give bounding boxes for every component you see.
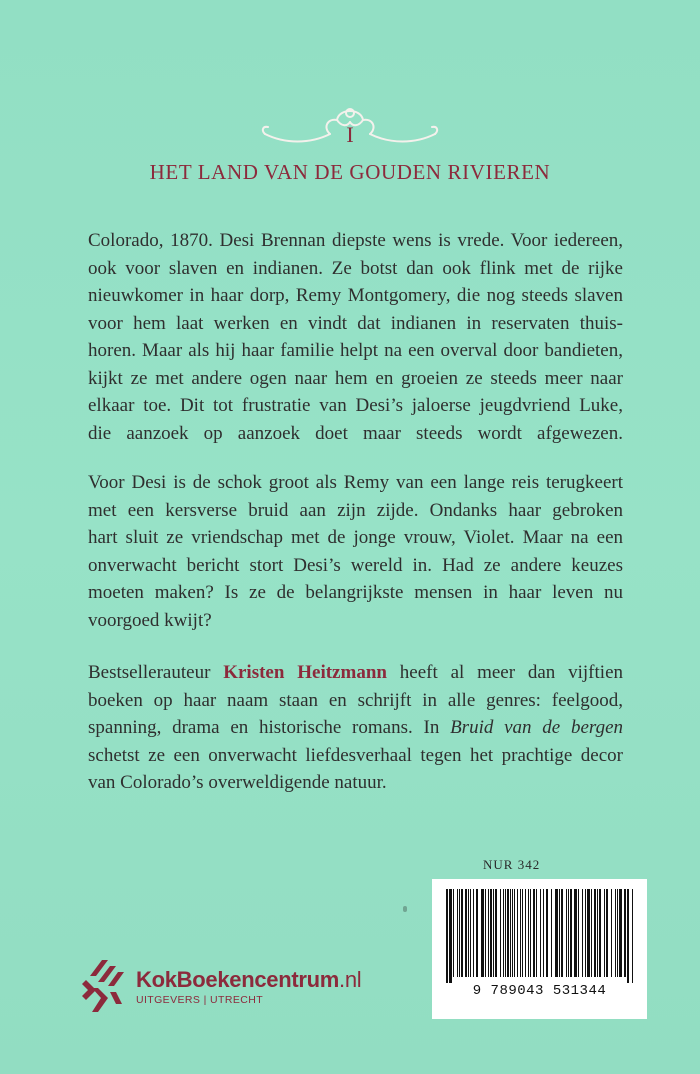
text-line: moeten maken? Is ze de belangrijkste mensen in haar leven nu bbox=[88, 582, 623, 603]
text-line: voorgoed kwijt? bbox=[88, 609, 212, 631]
barcode-bar bbox=[449, 889, 452, 983]
barcode-bar bbox=[543, 889, 544, 977]
barcode-bar bbox=[574, 889, 577, 977]
text-line bbox=[88, 659, 623, 687]
barcode-bar bbox=[493, 889, 494, 977]
text-line: onverwacht bericht stort Desi’s wereld in. Had ze andere keuzes bbox=[88, 554, 623, 576]
barcode-bar bbox=[615, 889, 616, 977]
barcode-bar bbox=[459, 889, 460, 977]
text-line: boeken op haar naam staan en schrijft in alle genres: feelgood, bbox=[88, 689, 623, 711]
text-fragment: Bestsellerauteur bbox=[88, 662, 224, 683]
barcode-bar bbox=[495, 889, 497, 977]
barcode-bar bbox=[568, 889, 569, 977]
barcode-bar bbox=[546, 889, 548, 977]
barcode-bars-icon bbox=[446, 889, 633, 983]
text-line: nieuwkomer in haar dorp, Remy Montgomery, die nog steeds slaven bbox=[88, 285, 623, 306]
barcode-bar bbox=[619, 889, 622, 977]
barcode-bar bbox=[490, 889, 492, 977]
text-line: elkaar toe. Dit tot frustratie van Desi’s jaloerse jeugdvriend Luke, bbox=[88, 395, 623, 416]
barcode-bar bbox=[446, 889, 448, 983]
barcode-bar bbox=[591, 889, 592, 977]
barcode-bar bbox=[624, 889, 626, 977]
barcode-bar bbox=[570, 889, 572, 977]
text-line bbox=[88, 714, 623, 742]
author-name: Kristen Heitzmann bbox=[223, 662, 387, 683]
barcode-bar bbox=[468, 889, 469, 977]
publisher-subtitle: UITGEVERS | UTRECHT bbox=[136, 993, 264, 1006]
barcode-bar bbox=[533, 889, 535, 977]
barcode-bar bbox=[517, 889, 518, 977]
barcode-bar bbox=[465, 889, 467, 977]
barcode-bar bbox=[525, 889, 526, 977]
text-fragment: heeft al meer dan vijftien bbox=[386, 662, 623, 683]
text-line: ook voor slaven en indianen. Ze botst dan ook flink met de rijke bbox=[88, 257, 623, 279]
text-line: van Colorado’s overweldigende natuur. bbox=[88, 772, 387, 793]
barcode-bar bbox=[555, 889, 558, 977]
barcode-bar bbox=[512, 889, 513, 977]
barcode-bar bbox=[632, 889, 633, 983]
text-line: horen. Maar als hij haar familie helpt na een overval door bandieten, bbox=[88, 340, 623, 361]
blurb-paragraph-3 bbox=[88, 659, 623, 797]
text-line: schetst ze een onverwacht liefdesverhaal tegen het prachtige decor bbox=[88, 744, 623, 766]
barcode-bar bbox=[585, 889, 586, 977]
barcode-bar bbox=[453, 889, 454, 977]
barcode-bar bbox=[599, 889, 601, 977]
publisher-name-main: KokBoekencentrum bbox=[136, 966, 340, 992]
barcode-bar bbox=[582, 889, 583, 977]
publisher-text bbox=[136, 967, 361, 1006]
barcode-bar bbox=[503, 889, 504, 977]
print-speck bbox=[403, 906, 407, 912]
barcode-bar bbox=[587, 889, 590, 977]
barcode-bar bbox=[470, 889, 471, 977]
blurb-paragraph-2 bbox=[88, 469, 623, 634]
text-line: met een kersverse bruid aan zijn zijde. Ondanks haar gebroken bbox=[88, 499, 623, 521]
barcode-bar bbox=[473, 889, 474, 977]
book-title: Bruid van de bergen bbox=[450, 717, 623, 738]
text-line: Colorado, 1870. Desi Brennan diepste wens is vrede. Voor iedereen, bbox=[88, 230, 623, 251]
barcode-bar bbox=[522, 889, 523, 977]
barcode-bar bbox=[540, 889, 541, 977]
barcode-bar bbox=[578, 889, 579, 977]
barcode-bar bbox=[457, 889, 458, 977]
barcode-bar bbox=[551, 889, 552, 977]
barcode-bar bbox=[488, 889, 489, 977]
publisher-name bbox=[136, 967, 361, 993]
barcode-bar bbox=[566, 889, 567, 977]
barcode-bar bbox=[485, 889, 486, 977]
barcode-bar bbox=[514, 889, 515, 977]
text-line: die aanzoek op aanzoek doet maar steeds wordt afgewezen. bbox=[88, 422, 623, 444]
barcode-bar bbox=[559, 889, 560, 977]
publisher-name-suffix: .nl bbox=[339, 966, 362, 992]
barcode-bar bbox=[505, 889, 506, 977]
barcode-bar bbox=[530, 889, 531, 977]
barcode-bar bbox=[520, 889, 521, 977]
barcode-bar bbox=[476, 889, 478, 977]
text-line: kijkt ze met andere ogen naar hem en groeien ze steeds meer naar bbox=[88, 367, 623, 389]
barcode-bar bbox=[461, 889, 463, 977]
barcode-bar bbox=[594, 889, 596, 977]
barcode-bar bbox=[510, 889, 511, 977]
barcode-bar bbox=[500, 889, 501, 977]
barcode-bar bbox=[597, 889, 598, 977]
barcode-bar bbox=[561, 889, 563, 977]
barcode-bar bbox=[627, 889, 629, 983]
barcode-bar bbox=[481, 889, 484, 977]
kok-logo-icon bbox=[82, 958, 126, 1014]
barcode-bar bbox=[604, 889, 605, 977]
barcode-bar bbox=[611, 889, 612, 977]
barcode-digits: 9 789043 531344 bbox=[472, 983, 607, 999]
series-title: HET LAND VAN DE GOUDEN RIVIEREN bbox=[149, 160, 551, 184]
nur-code: NUR 342 bbox=[483, 857, 541, 872]
text-line: Voor Desi is de schok groot als Remy van een lange reis terugkeert bbox=[88, 472, 623, 493]
barcode-bar bbox=[507, 889, 509, 977]
barcode-bar bbox=[606, 889, 608, 977]
series-numeral: I bbox=[346, 122, 354, 147]
blurb-paragraph-1 bbox=[88, 227, 623, 447]
text-line: voor hem laat werken en vindt dat indianen in reservaten thuis- bbox=[88, 312, 623, 334]
barcode-bar bbox=[528, 889, 529, 977]
barcode-bar bbox=[617, 889, 618, 977]
barcode-bar bbox=[536, 889, 537, 977]
text-fragment: spanning, drama en historische romans. In bbox=[88, 717, 451, 738]
isbn-barcode bbox=[432, 879, 647, 1019]
publisher-block bbox=[82, 958, 361, 1014]
text-line: hart sluit ze vriendschap met de jonge vrouw, Violet. Maar na een bbox=[88, 527, 623, 548]
